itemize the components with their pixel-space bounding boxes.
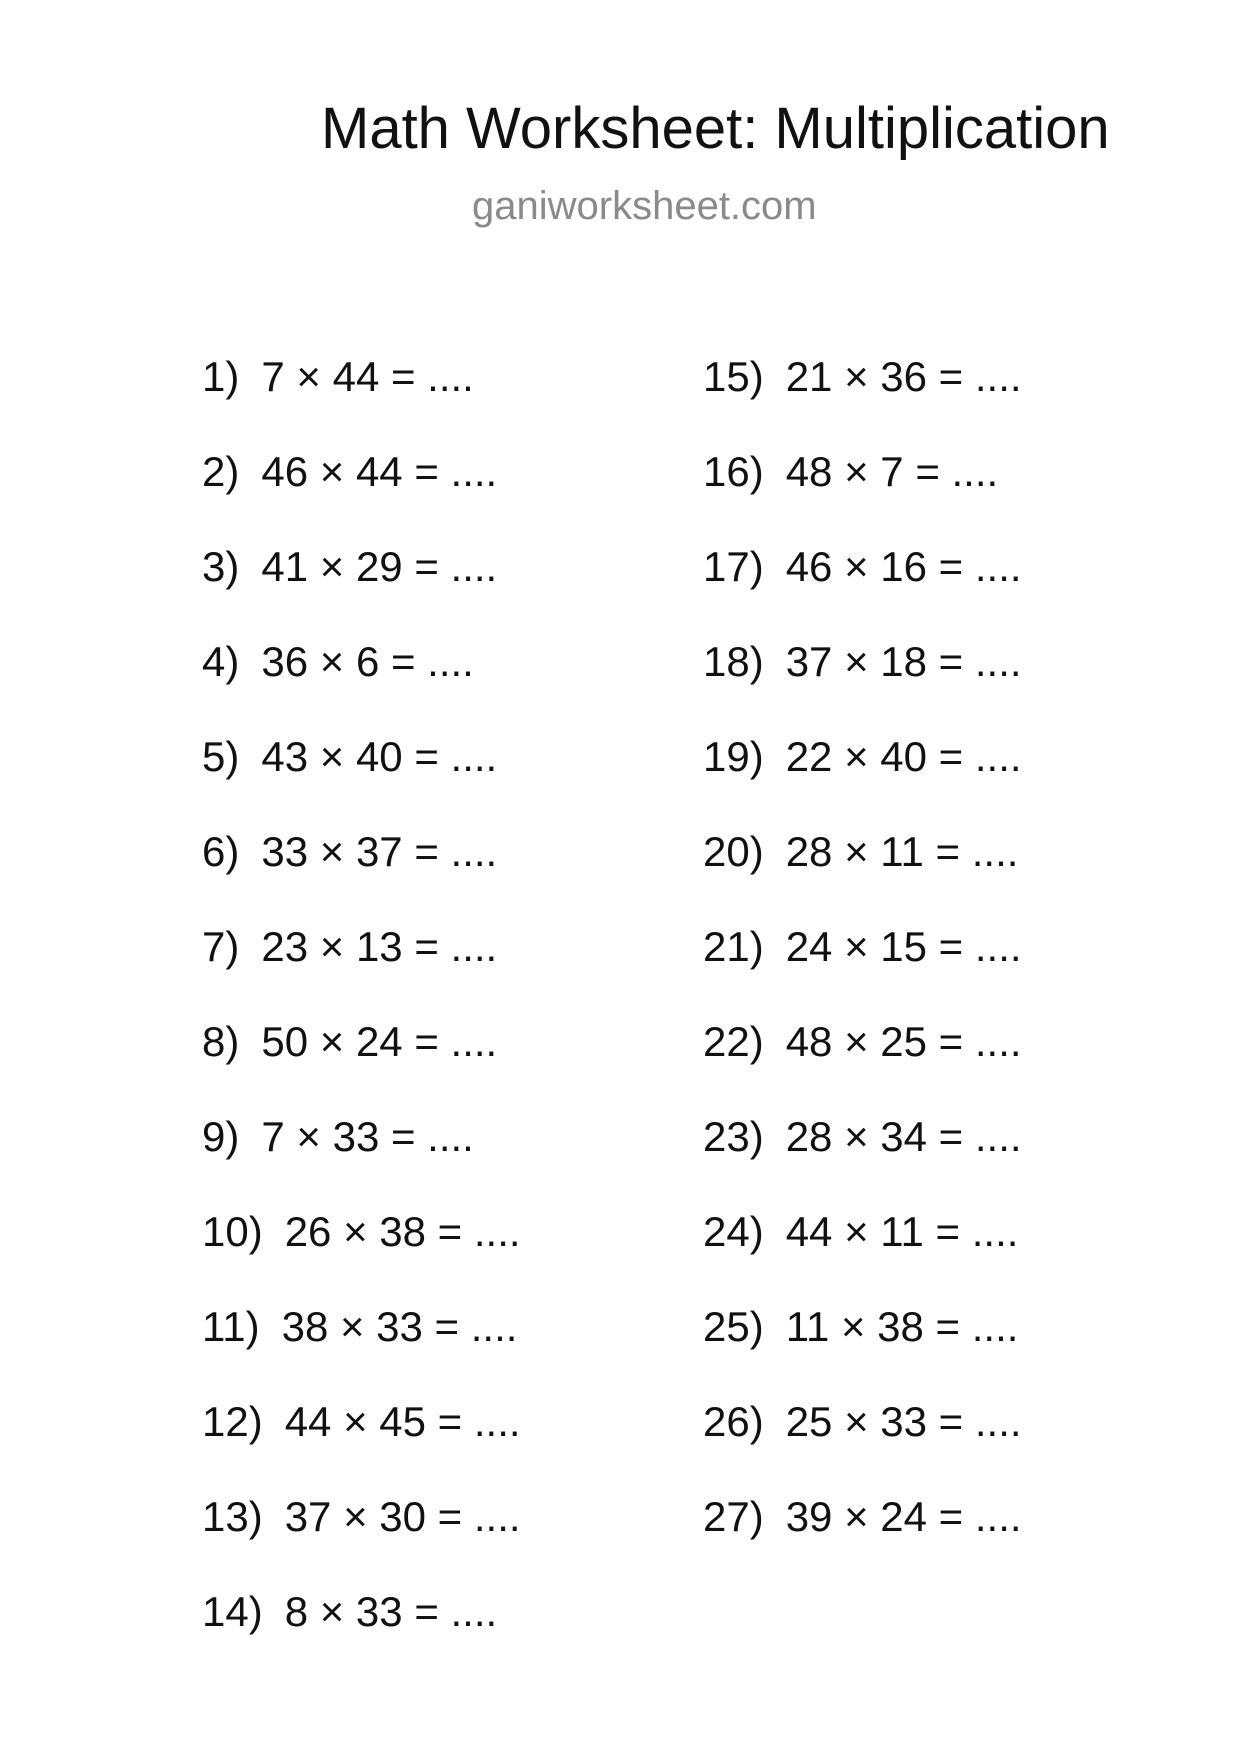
problem-item bbox=[202, 923, 498, 970]
problem-number: 16) bbox=[703, 448, 764, 495]
problem-item bbox=[703, 1303, 1019, 1350]
problem-item bbox=[703, 1398, 1022, 1445]
problem-expression: 48 × 7 = .... bbox=[785, 448, 999, 495]
problem-item bbox=[703, 828, 1019, 875]
problem-number: 17) bbox=[703, 543, 764, 590]
problem-number: 11) bbox=[202, 1303, 260, 1350]
problem-expression: 50 × 24 = .... bbox=[261, 1018, 498, 1065]
problem-number: 19) bbox=[703, 733, 764, 780]
problem-item bbox=[703, 1018, 1022, 1065]
problem-number: 1) bbox=[202, 353, 240, 400]
problem-expression: 33 × 37 = .... bbox=[261, 828, 498, 875]
problem-expression: 46 × 44 = .... bbox=[261, 448, 498, 495]
problem-item bbox=[202, 1113, 474, 1160]
problem-number: 8) bbox=[202, 1018, 240, 1065]
problem-item bbox=[202, 1018, 498, 1065]
problem-number: 21) bbox=[703, 923, 764, 970]
problem-item bbox=[703, 923, 1022, 970]
problem-item bbox=[703, 638, 1022, 685]
problem-expression: 8 × 33 = .... bbox=[284, 1588, 498, 1635]
problem-expression: 48 × 25 = .... bbox=[785, 1018, 1022, 1065]
problem-number: 18) bbox=[703, 638, 764, 685]
problem-item bbox=[202, 353, 474, 400]
problem-item bbox=[202, 733, 498, 780]
problem-item bbox=[202, 543, 498, 590]
problem-item bbox=[703, 1208, 1019, 1255]
problem-expression: 25 × 33 = .... bbox=[785, 1398, 1022, 1445]
problem-expression: 7 × 44 = .... bbox=[261, 353, 474, 400]
problem-expression: 38 × 33 = .... bbox=[281, 1303, 518, 1350]
problem-expression: 44 × 45 = .... bbox=[284, 1398, 521, 1445]
problem-expression: 41 × 29 = .... bbox=[261, 543, 498, 590]
problem-expression: 21 × 36 = .... bbox=[785, 353, 1022, 400]
problem-number: 27) bbox=[703, 1493, 764, 1540]
problem-item bbox=[202, 1493, 521, 1540]
problem-number: 14) bbox=[202, 1588, 263, 1635]
problem-item bbox=[703, 733, 1022, 780]
problem-expression: 7 × 33 = .... bbox=[261, 1113, 474, 1160]
problem-expression: 46 × 16 = .... bbox=[785, 543, 1022, 590]
problem-expression: 26 × 38 = .... bbox=[284, 1208, 521, 1255]
problem-item bbox=[202, 1208, 521, 1255]
problem-item bbox=[202, 828, 498, 875]
problem-expression: 28 × 34 = .... bbox=[785, 1113, 1022, 1160]
problem-item bbox=[202, 448, 498, 495]
problem-number: 22) bbox=[703, 1018, 764, 1065]
problem-number: 23) bbox=[703, 1113, 764, 1160]
problem-number: 9) bbox=[202, 1113, 240, 1160]
problem-number: 7) bbox=[202, 923, 240, 970]
problem-item bbox=[202, 1303, 518, 1350]
problem-expression: 37 × 30 = .... bbox=[284, 1493, 521, 1540]
problem-number: 10) bbox=[202, 1208, 263, 1255]
problem-expression: 39 × 24 = .... bbox=[785, 1493, 1022, 1540]
site-url: ganiworksheet.com bbox=[472, 184, 817, 228]
problem-expression: 24 × 15 = .... bbox=[785, 923, 1022, 970]
problem-expression: 23 × 13 = .... bbox=[261, 923, 498, 970]
problem-number: 12) bbox=[202, 1398, 263, 1445]
problem-number: 2) bbox=[202, 448, 240, 495]
problem-item bbox=[703, 353, 1022, 400]
problem-number: 24) bbox=[703, 1208, 764, 1255]
problem-number: 5) bbox=[202, 733, 240, 780]
problem-item bbox=[202, 1588, 498, 1635]
problem-item bbox=[703, 448, 999, 495]
problem-expression: 37 × 18 = .... bbox=[785, 638, 1022, 685]
problem-expression: 36 × 6 = .... bbox=[261, 638, 474, 685]
problem-number: 26) bbox=[703, 1398, 764, 1445]
problem-item bbox=[703, 1113, 1022, 1160]
problem-item bbox=[202, 1398, 521, 1445]
problem-item bbox=[202, 638, 474, 685]
problem-expression: 28 × 11 = .... bbox=[785, 828, 1019, 875]
problem-number: 15) bbox=[703, 353, 764, 400]
problem-item bbox=[703, 543, 1022, 590]
page-title: Math Worksheet: Multiplication bbox=[321, 96, 1110, 161]
problem-number: 13) bbox=[202, 1493, 263, 1540]
problem-number: 6) bbox=[202, 828, 240, 875]
problem-expression: 43 × 40 = .... bbox=[261, 733, 498, 780]
problem-expression: 22 × 40 = .... bbox=[785, 733, 1022, 780]
problem-number: 25) bbox=[703, 1303, 764, 1350]
problem-number: 3) bbox=[202, 543, 240, 590]
problem-number: 4) bbox=[202, 638, 240, 685]
problem-item bbox=[703, 1493, 1022, 1540]
problem-expression: 11 × 38 = .... bbox=[785, 1303, 1019, 1350]
problem-expression: 44 × 11 = .... bbox=[785, 1208, 1019, 1255]
problem-number: 20) bbox=[703, 828, 764, 875]
